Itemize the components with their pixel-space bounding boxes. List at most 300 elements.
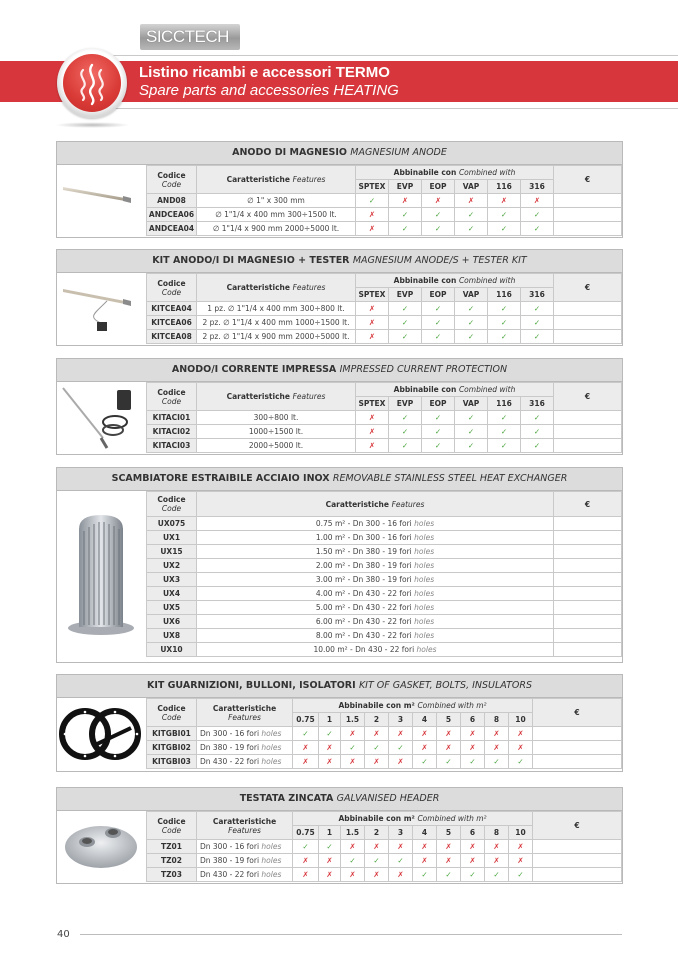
- check-icon: ✓: [422, 330, 455, 344]
- holes-label: holes: [414, 561, 435, 570]
- cross-icon: ✗: [461, 727, 485, 741]
- cross-icon: ✗: [485, 854, 509, 868]
- col-header: SPTEX: [356, 288, 389, 302]
- check-icon: ✓: [389, 302, 422, 316]
- holes-label: holes: [414, 547, 435, 556]
- cross-icon: ✗: [341, 727, 365, 741]
- section-title: KIT ANODO/I DI MAGNESIO + TESTER MAGNESIUM ANODE/S + TESTER KIT: [57, 250, 622, 273]
- price-cell: [554, 573, 622, 587]
- col-header: 3: [389, 713, 413, 727]
- page-number: 40: [57, 929, 70, 940]
- features-text: 4.00 m² - Dn 430 - 22 fori: [315, 589, 412, 598]
- check-icon: ✓: [455, 425, 488, 439]
- check-icon: ✓: [521, 302, 554, 316]
- price-cell: [554, 439, 622, 453]
- price-cell: [533, 840, 622, 854]
- check-icon: ✓: [455, 222, 488, 236]
- cross-icon: ✗: [437, 741, 461, 755]
- col-header: EOP: [422, 180, 455, 194]
- check-icon: ✓: [389, 439, 422, 453]
- anode-tester-table: [146, 273, 622, 344]
- check-icon: ✓: [455, 439, 488, 453]
- product-code: UX4: [147, 587, 197, 601]
- price-cell: [554, 587, 622, 601]
- table-row: [147, 755, 622, 769]
- gasket-kit-table: [146, 698, 622, 769]
- holes-label: holes: [414, 575, 435, 584]
- price-cell: [554, 643, 622, 657]
- cross-icon: ✗: [341, 755, 365, 769]
- table-row: [147, 208, 622, 222]
- check-icon: ✓: [356, 194, 389, 208]
- holes-label: holes: [414, 589, 435, 598]
- cross-icon: ✗: [485, 840, 509, 854]
- product-features: [197, 559, 554, 573]
- product-features: [197, 727, 293, 741]
- price-cell: [554, 194, 622, 208]
- price-cell: [554, 601, 622, 615]
- cross-icon: ✗: [365, 755, 389, 769]
- cross-icon: ✗: [365, 840, 389, 854]
- product-features: [197, 208, 356, 222]
- check-icon: ✓: [422, 425, 455, 439]
- col-header: 6: [461, 826, 485, 840]
- holes-label: holes: [416, 645, 437, 654]
- table-row: [147, 194, 622, 208]
- section-anode-tester-kit: [56, 249, 623, 346]
- product-features: [197, 330, 356, 344]
- product-code: UX15: [147, 545, 197, 559]
- features-text: 1000÷1500 lt.: [248, 427, 304, 436]
- price-cell: [533, 727, 622, 741]
- price-cell: [554, 531, 622, 545]
- product-features: [197, 741, 293, 755]
- table-row: [147, 439, 622, 453]
- check-icon: ✓: [485, 868, 509, 882]
- check-icon: ✓: [413, 755, 437, 769]
- check-icon: ✓: [521, 425, 554, 439]
- features-text: ∅ 1"1/4 x 900 mm 2000÷5000 lt.: [212, 224, 340, 233]
- galvanised-header-table: [146, 811, 622, 882]
- check-icon: ✓: [422, 302, 455, 316]
- product-features: [197, 643, 554, 657]
- features-text: ∅ 1"1/4 x 400 mm 300÷1500 lt.: [215, 210, 337, 219]
- col-header: EVP: [389, 180, 422, 194]
- code-header: Codice Code: [147, 383, 197, 411]
- product-code: AND08: [147, 194, 197, 208]
- product-code: UX075: [147, 517, 197, 531]
- cross-icon: ✗: [509, 854, 533, 868]
- col-header: 10: [509, 713, 533, 727]
- features-header: Caratteristiche Features: [197, 812, 293, 840]
- col-header: EVP: [389, 288, 422, 302]
- holes-label: holes: [414, 631, 435, 640]
- section-heat-exchanger: [56, 467, 623, 663]
- holes-label: holes: [414, 533, 435, 542]
- table-row: [147, 517, 622, 531]
- cross-icon: ✗: [356, 208, 389, 222]
- check-icon: ✓: [509, 868, 533, 882]
- product-features: [197, 411, 356, 425]
- price-cell: [554, 411, 622, 425]
- price-cell: [533, 854, 622, 868]
- col-header: 2: [365, 713, 389, 727]
- price-cell: [554, 208, 622, 222]
- code-header: Codice Code: [147, 274, 197, 302]
- check-icon: ✓: [389, 425, 422, 439]
- section-title: KIT GUARNIZIONI, BULLONI, ISOLATORI KIT OF GASKET, BOLTS, INSULATORS: [57, 675, 622, 698]
- check-icon: ✓: [389, 222, 422, 236]
- cross-icon: ✗: [365, 727, 389, 741]
- product-code: TZ01: [147, 840, 197, 854]
- product-code: KITGBI03: [147, 755, 197, 769]
- check-icon: ✓: [389, 741, 413, 755]
- cross-icon: ✗: [413, 854, 437, 868]
- check-icon: ✓: [293, 840, 319, 854]
- price-cell: [554, 330, 622, 344]
- col-header: 4: [413, 713, 437, 727]
- cross-icon: ✗: [356, 330, 389, 344]
- product-code: KITCEA08: [147, 330, 197, 344]
- combined-header: Abbinabile con Combined with: [356, 383, 554, 397]
- features-text: 10.00 m² - Dn 430 - 22 fori: [313, 645, 415, 654]
- check-icon: ✓: [485, 755, 509, 769]
- col-header: 5: [437, 826, 461, 840]
- cross-icon: ✗: [293, 854, 319, 868]
- features-text: 8.00 m² - Dn 430 - 22 fori: [315, 631, 412, 640]
- product-code: UX8: [147, 629, 197, 643]
- code-header: Codice Code: [147, 812, 197, 840]
- magnesium-anode-table: [146, 165, 622, 236]
- col-header: 2: [365, 826, 389, 840]
- table-row: [147, 727, 622, 741]
- section-title: SCAMBIATORE ESTRAIBILE ACCIAIO INOX REMOVABLE STAINLESS STEEL HEAT EXCHANGER: [57, 468, 622, 491]
- check-icon: ✓: [488, 439, 521, 453]
- product-code: KITGBI01: [147, 727, 197, 741]
- cross-icon: ✗: [341, 868, 365, 882]
- combined-header: Abbinabile con m² Combined with m²: [293, 699, 533, 713]
- price-cell: [554, 545, 622, 559]
- cross-icon: ✗: [356, 222, 389, 236]
- footer-rule: [80, 934, 622, 935]
- check-icon: ✓: [389, 411, 422, 425]
- col-header: 316: [521, 288, 554, 302]
- price-cell: [554, 316, 622, 330]
- features-text: 2000÷5000 lt.: [248, 441, 304, 450]
- product-code: KITACI02: [147, 425, 197, 439]
- check-icon: ✓: [521, 411, 554, 425]
- cross-icon: ✗: [413, 840, 437, 854]
- cross-icon: ✗: [422, 194, 455, 208]
- product-code: KITCEA06: [147, 316, 197, 330]
- check-icon: ✓: [389, 316, 422, 330]
- price-cell: [533, 741, 622, 755]
- product-features: [197, 629, 554, 643]
- table-row: [147, 741, 622, 755]
- table-row: [147, 601, 622, 615]
- col-header: 0.75: [293, 713, 319, 727]
- cross-icon: ✗: [389, 194, 422, 208]
- code-header: Codice Code: [147, 699, 197, 727]
- col-header: VAP: [455, 397, 488, 411]
- cross-icon: ✗: [437, 727, 461, 741]
- product-features: [197, 194, 356, 208]
- check-icon: ✓: [488, 425, 521, 439]
- holes-label: holes: [261, 842, 282, 851]
- table-row: [147, 330, 622, 344]
- product-features: [197, 316, 356, 330]
- product-features: [197, 587, 554, 601]
- product-code: KITCEA04: [147, 302, 197, 316]
- check-icon: ✓: [422, 316, 455, 330]
- col-header: SPTEX: [356, 180, 389, 194]
- table-row: [147, 643, 622, 657]
- product-code: UX3: [147, 573, 197, 587]
- check-icon: ✓: [365, 854, 389, 868]
- impressed-current-table: [146, 382, 622, 453]
- cross-icon: ✗: [413, 741, 437, 755]
- cross-icon: ✗: [485, 741, 509, 755]
- price-cell: [554, 517, 622, 531]
- cross-icon: ✗: [319, 741, 341, 755]
- table-row: [147, 545, 622, 559]
- price-header: €: [533, 699, 622, 727]
- code-header: Codice Code: [147, 492, 197, 517]
- cross-icon: ✗: [488, 194, 521, 208]
- check-icon: ✓: [488, 411, 521, 425]
- col-header: EOP: [422, 288, 455, 302]
- table-row: [147, 868, 622, 882]
- col-header: 1.5: [341, 713, 365, 727]
- product-features: [197, 868, 293, 882]
- features-text: 1.00 m² - Dn 300 - 16 fori: [315, 533, 412, 542]
- col-header: 8: [485, 713, 509, 727]
- combined-header: Abbinabile con Combined with: [356, 274, 554, 288]
- col-header: 1: [319, 826, 341, 840]
- product-code: KITGBI02: [147, 741, 197, 755]
- product-features: [197, 854, 293, 868]
- holes-label: holes: [414, 617, 435, 626]
- col-header: EOP: [422, 397, 455, 411]
- features-text: 2.00 m² - Dn 380 - 19 fori: [315, 561, 412, 570]
- price-header: €: [533, 812, 622, 840]
- cross-icon: ✗: [485, 727, 509, 741]
- check-icon: ✓: [455, 330, 488, 344]
- features-header: Caratteristiche Features: [197, 274, 356, 302]
- check-icon: ✓: [521, 222, 554, 236]
- col-header: 6: [461, 713, 485, 727]
- cross-icon: ✗: [356, 411, 389, 425]
- holes-label: holes: [414, 519, 435, 528]
- cross-icon: ✗: [509, 840, 533, 854]
- features-text: 1 pz. ∅ 1"1/4 x 400 mm 300÷800 lt.: [207, 304, 345, 313]
- holes-label: holes: [261, 757, 282, 766]
- features-text: Dn 300 - 16 fori: [200, 729, 260, 738]
- table-row: [147, 573, 622, 587]
- features-text: 2 pz. ∅ 1"1/4 x 900 mm 2000÷5000 lt.: [202, 332, 350, 341]
- features-text: Dn 380 - 19 fori: [200, 856, 260, 865]
- table-row: [147, 854, 622, 868]
- cross-icon: ✗: [293, 868, 319, 882]
- cross-icon: ✗: [437, 854, 461, 868]
- cross-icon: ✗: [389, 840, 413, 854]
- check-icon: ✓: [509, 755, 533, 769]
- product-features: [197, 517, 554, 531]
- holes-label: holes: [261, 729, 282, 738]
- cross-icon: ✗: [413, 727, 437, 741]
- price-header: €: [554, 492, 622, 517]
- check-icon: ✓: [521, 316, 554, 330]
- features-text: Dn 380 - 19 fori: [200, 743, 260, 752]
- product-features: [197, 755, 293, 769]
- product-code: UX1: [147, 531, 197, 545]
- header-rule-top: [95, 55, 678, 56]
- col-header: 8: [485, 826, 509, 840]
- heating-badge: [57, 48, 127, 118]
- header-rule-bottom: [95, 108, 678, 109]
- price-cell: [554, 629, 622, 643]
- check-icon: ✓: [341, 741, 365, 755]
- check-icon: ✓: [488, 330, 521, 344]
- cross-icon: ✗: [389, 755, 413, 769]
- check-icon: ✓: [422, 208, 455, 222]
- cross-icon: ✗: [356, 439, 389, 453]
- table-row: [147, 587, 622, 601]
- cross-icon: ✗: [461, 854, 485, 868]
- badge-shadow: [55, 122, 130, 128]
- product-code: ANDCEA06: [147, 208, 197, 222]
- check-icon: ✓: [455, 208, 488, 222]
- section-impressed-current: [56, 358, 623, 455]
- check-icon: ✓: [389, 854, 413, 868]
- col-header: 3: [389, 826, 413, 840]
- features-text: 6.00 m² - Dn 430 - 22 fori: [315, 617, 412, 626]
- cross-icon: ✗: [437, 840, 461, 854]
- section-title: ANODO/I CORRENTE IMPRESSA IMPRESSED CURRENT PROTECTION: [57, 359, 622, 382]
- check-icon: ✓: [488, 316, 521, 330]
- product-features: [197, 840, 293, 854]
- features-text: 1.50 m² - Dn 380 - 19 fori: [315, 547, 412, 556]
- product-features: [197, 573, 554, 587]
- cross-icon: ✗: [319, 868, 341, 882]
- features-text: ∅ 1" x 300 mm: [247, 196, 305, 205]
- price-cell: [554, 222, 622, 236]
- check-icon: ✓: [521, 208, 554, 222]
- price-header: €: [554, 274, 622, 302]
- table-row: [147, 411, 622, 425]
- check-icon: ✓: [437, 868, 461, 882]
- features-text: 2 pz. ∅ 1"1/4 x 400 mm 1000÷1500 lt.: [202, 318, 350, 327]
- features-text: 3.00 m² - Dn 380 - 19 fori: [315, 575, 412, 584]
- col-header: 316: [521, 397, 554, 411]
- table-row: [147, 316, 622, 330]
- product-code: TZ02: [147, 854, 197, 868]
- product-code: UX5: [147, 601, 197, 615]
- check-icon: ✓: [521, 330, 554, 344]
- col-header: 5: [437, 713, 461, 727]
- cross-icon: ✗: [389, 727, 413, 741]
- price-cell: [554, 615, 622, 629]
- check-icon: ✓: [319, 840, 341, 854]
- features-text: Dn 430 - 22 fori: [200, 757, 260, 766]
- section-title: ANODO DI MAGNESIO MAGNESIUM ANODE: [57, 142, 622, 165]
- brand-logo: SICCTECH: [140, 24, 240, 50]
- table-row: [147, 531, 622, 545]
- features-text: 0.75 m² - Dn 300 - 16 fori: [315, 519, 412, 528]
- product-features: [197, 601, 554, 615]
- price-cell: [554, 425, 622, 439]
- table-row: [147, 629, 622, 643]
- check-icon: ✓: [365, 741, 389, 755]
- holes-label: holes: [261, 743, 282, 752]
- table-row: [147, 425, 622, 439]
- cross-icon: ✗: [293, 741, 319, 755]
- features-text: 300÷800 lt.: [253, 413, 299, 422]
- cross-icon: ✗: [356, 425, 389, 439]
- cross-icon: ✗: [365, 868, 389, 882]
- product-features: [197, 222, 356, 236]
- col-header: 4: [413, 826, 437, 840]
- heat-exchanger-table: [146, 491, 622, 657]
- check-icon: ✓: [422, 222, 455, 236]
- cross-icon: ✗: [389, 868, 413, 882]
- heat-waves-icon: [63, 54, 121, 112]
- features-header: Caratteristiche Features: [197, 492, 554, 517]
- cross-icon: ✗: [319, 755, 341, 769]
- cross-icon: ✗: [341, 840, 365, 854]
- col-header: 10: [509, 826, 533, 840]
- check-icon: ✓: [488, 208, 521, 222]
- check-icon: ✓: [521, 439, 554, 453]
- features-text: Dn 300 - 16 fori: [200, 842, 260, 851]
- product-features: [197, 302, 356, 316]
- product-code: KITACI01: [147, 411, 197, 425]
- page-title-it: Listino ricambi e accessori TERMO: [139, 64, 390, 81]
- cross-icon: ✗: [461, 741, 485, 755]
- col-header: VAP: [455, 288, 488, 302]
- features-text: Dn 430 - 22 fori: [200, 870, 260, 879]
- cross-icon: ✗: [509, 727, 533, 741]
- col-header: 316: [521, 180, 554, 194]
- col-header: 0.75: [293, 826, 319, 840]
- cross-icon: ✗: [319, 854, 341, 868]
- check-icon: ✓: [319, 727, 341, 741]
- product-code: ANDCEA04: [147, 222, 197, 236]
- check-icon: ✓: [461, 755, 485, 769]
- price-header: €: [554, 383, 622, 411]
- col-header: 116: [488, 180, 521, 194]
- check-icon: ✓: [455, 411, 488, 425]
- cross-icon: ✗: [293, 755, 319, 769]
- table-row: [147, 615, 622, 629]
- col-header: 116: [488, 397, 521, 411]
- col-header: 1: [319, 713, 341, 727]
- holes-label: holes: [261, 856, 282, 865]
- code-header: Codice Code: [147, 166, 197, 194]
- check-icon: ✓: [488, 302, 521, 316]
- col-header: SPTEX: [356, 397, 389, 411]
- table-row: [147, 302, 622, 316]
- col-header: EVP: [389, 397, 422, 411]
- check-icon: ✓: [437, 755, 461, 769]
- col-header: VAP: [455, 180, 488, 194]
- check-icon: ✓: [389, 208, 422, 222]
- check-icon: ✓: [455, 316, 488, 330]
- cross-icon: ✗: [356, 316, 389, 330]
- features-header: Caratteristiche Features: [197, 166, 356, 194]
- col-header: 1.5: [341, 826, 365, 840]
- combined-header: Abbinabile con m² Combined with m²: [293, 812, 533, 826]
